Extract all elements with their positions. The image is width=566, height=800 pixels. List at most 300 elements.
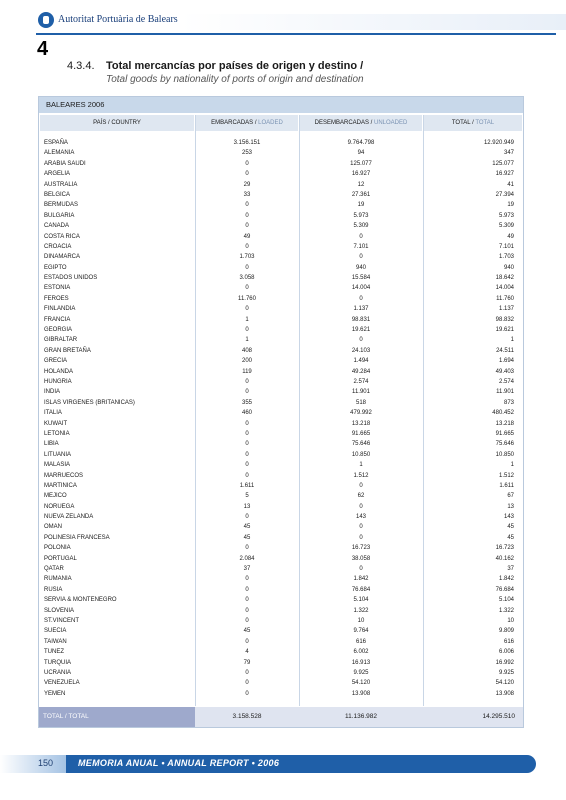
row-country: TAIWAN	[44, 638, 67, 645]
row-total: 1.703	[498, 254, 514, 261]
row-country: LIBIA	[44, 441, 59, 448]
row-total: 12.920.949	[483, 140, 514, 146]
table-row	[40, 408, 522, 418]
table-row	[40, 668, 522, 678]
row-loaded: 253	[241, 150, 252, 157]
row-total: 24.511	[496, 347, 514, 354]
total-total: 14.295.510	[482, 713, 515, 720]
table-row	[40, 263, 522, 273]
row-total: 5.309	[498, 223, 514, 230]
row-loaded: 0	[245, 545, 249, 552]
row-total: 54.120	[495, 680, 514, 687]
table-row	[40, 533, 522, 543]
table-year-band: BALEARES 2006	[39, 97, 523, 113]
table-row	[40, 595, 522, 605]
column-header-unloaded-en: UNLOADED	[374, 120, 408, 126]
row-unloaded: 1.494	[353, 358, 369, 365]
section-number: 4.3.4.	[67, 60, 95, 72]
row-country: VENEZUELA	[44, 680, 80, 687]
table-row	[40, 283, 522, 293]
table-row	[40, 543, 522, 553]
table-row	[40, 429, 522, 439]
table-row	[40, 367, 522, 377]
row-unloaded: 49.284	[351, 368, 371, 375]
page-header	[0, 0, 566, 40]
row-unloaded: 10	[357, 617, 365, 624]
row-unloaded: 11.901	[352, 389, 370, 396]
table-row	[40, 252, 522, 262]
row-loaded: 3.156.151	[233, 140, 261, 146]
table-row	[40, 658, 522, 668]
row-loaded: 0	[245, 576, 249, 583]
row-loaded: 119	[242, 368, 252, 375]
row-loaded: 1	[245, 316, 249, 323]
table-total-row	[39, 707, 523, 727]
row-total: 10	[507, 617, 514, 624]
row-loaded: 0	[245, 160, 249, 167]
row-unloaded: 9.764.798	[347, 140, 375, 146]
row-total: 16.927	[495, 171, 514, 178]
row-total: 616	[503, 638, 514, 645]
row-loaded: 45	[243, 534, 251, 541]
row-loaded: 0	[245, 472, 249, 479]
table-row	[40, 200, 522, 210]
table-row	[40, 377, 522, 387]
row-unloaded: 1.512	[353, 472, 369, 479]
row-loaded: 4	[245, 649, 249, 656]
row-unloaded: 1	[359, 462, 363, 469]
row-total: 11.901	[496, 389, 514, 396]
row-unloaded: 62	[357, 493, 365, 500]
row-unloaded: 38.058	[351, 555, 371, 562]
row-country: GEORGIA	[44, 327, 73, 334]
row-unloaded: 54.120	[351, 680, 371, 687]
row-country: RUMANIA	[44, 576, 72, 583]
row-unloaded: 616	[355, 638, 366, 645]
row-loaded: 355	[241, 399, 252, 406]
table-row	[40, 211, 522, 221]
row-unloaded: 9.764	[353, 628, 369, 635]
row-country: HOLANDA	[44, 368, 74, 375]
column-header-total-en: TOTAL	[475, 120, 495, 126]
table-row	[40, 522, 522, 532]
table-row	[40, 626, 522, 636]
row-total: 49	[507, 233, 514, 240]
row-total: 873	[503, 399, 514, 406]
row-total: 98.832	[495, 316, 514, 323]
table-row	[40, 689, 522, 699]
row-country: ESTADOS UNIDOS	[44, 275, 98, 282]
table-row	[40, 398, 522, 408]
row-total: 940	[503, 264, 514, 271]
row-total: 13.908	[495, 690, 514, 697]
row-unloaded: 19.621	[351, 327, 371, 334]
row-country: ALEMANIA	[44, 150, 75, 157]
table-row	[40, 502, 522, 512]
row-loaded: 0	[245, 680, 249, 687]
row-country: EGIPTO	[44, 264, 67, 271]
table-row	[40, 450, 522, 460]
row-total: 16.723	[495, 545, 514, 552]
row-unloaded: 940	[355, 264, 366, 271]
row-country: POLINESIA FRANCESA	[44, 534, 110, 541]
chapter-number: 4	[37, 38, 49, 60]
table-row	[40, 606, 522, 616]
section-title-english: Total goods by nationality of ports of origin and destination	[106, 74, 364, 85]
row-country: GRECIA	[44, 358, 68, 365]
row-unloaded: 1.842	[353, 576, 369, 583]
row-country: ITALIA	[44, 410, 62, 417]
row-unloaded: 16.723	[351, 545, 371, 552]
row-total: 125.077	[492, 160, 514, 167]
table-row	[40, 481, 522, 491]
goods-by-country-table	[38, 96, 524, 728]
row-country: SUECIA	[44, 628, 67, 635]
row-total: 1.611	[499, 482, 514, 489]
page-footer	[0, 752, 566, 774]
row-total: 5.973	[498, 212, 514, 219]
table-row	[40, 616, 522, 626]
row-unloaded: 91.665	[351, 430, 371, 437]
column-header-unloaded	[300, 115, 422, 131]
row-unloaded: 6.002	[353, 649, 369, 656]
table-row	[40, 232, 522, 242]
row-unloaded: 12	[357, 181, 365, 188]
section-title-spanish: Total mercancías por países de origen y destino /	[106, 60, 364, 72]
port-authority-logo-icon	[38, 12, 54, 28]
row-loaded: 0	[245, 243, 249, 250]
row-country: NUEVA ZELANDA	[44, 514, 94, 521]
row-total: 13	[507, 503, 514, 510]
row-country: SLOVENIA	[44, 607, 75, 614]
row-country: PORTUGAL	[44, 555, 77, 562]
row-unloaded: 10.850	[351, 451, 371, 458]
row-country: QATAR	[44, 566, 64, 573]
row-total: 13.218	[495, 420, 514, 427]
row-loaded: 0	[245, 607, 249, 614]
row-country: BELGICA	[44, 191, 71, 198]
table-row	[40, 439, 522, 449]
row-country: SERVIA & MONTENEGRO	[44, 597, 117, 604]
row-unloaded: 0	[359, 295, 363, 302]
row-loaded: 0	[245, 202, 249, 209]
row-country: ARGELIA	[44, 171, 71, 178]
row-country: FEROES	[44, 295, 69, 302]
row-total: 5.104	[498, 597, 514, 604]
footer-fade	[0, 755, 70, 773]
row-unloaded: 16.913	[351, 659, 371, 666]
table-row	[40, 242, 522, 252]
table-row	[40, 387, 522, 397]
row-loaded: 460	[241, 410, 252, 417]
row-loaded: 29	[243, 181, 251, 188]
row-total: 1	[510, 337, 514, 344]
row-unloaded: 13.218	[351, 420, 371, 427]
row-total: 10.850	[495, 451, 514, 458]
organization-name: Autoritat Portuària de Balears	[58, 14, 178, 25]
row-country: MARRUECOS	[44, 472, 84, 479]
row-loaded: 0	[245, 638, 249, 645]
row-total: 143	[503, 514, 514, 521]
row-loaded: 0	[245, 171, 249, 178]
row-loaded: 0	[245, 597, 249, 604]
row-unloaded: 5.104	[353, 597, 369, 604]
table-row	[40, 335, 522, 345]
row-loaded: 0	[245, 430, 249, 437]
table-row	[40, 647, 522, 657]
row-unloaded: 0	[359, 254, 363, 261]
row-loaded: 0	[245, 285, 249, 292]
row-country: INDIA	[44, 389, 61, 396]
row-country: ESTONIA	[44, 285, 71, 292]
footer-report-title: MEMORIA ANUAL • ANNUAL REPORT • 2006	[78, 758, 280, 768]
table-row	[40, 273, 522, 283]
row-country: RUSIA	[44, 586, 63, 593]
row-loaded: 0	[245, 617, 249, 624]
row-country: DINAMARCA	[44, 254, 81, 261]
row-country: FINLANDIA	[44, 306, 76, 313]
row-country: FRANCIA	[44, 316, 71, 323]
row-loaded: 0	[245, 389, 249, 396]
table-row	[40, 294, 522, 304]
row-country: LETONIA	[44, 430, 70, 437]
row-total: 45	[507, 534, 514, 541]
column-header-loaded-en: LOADED	[258, 120, 283, 126]
row-unloaded: 19	[357, 202, 365, 209]
row-total: 19.621	[495, 327, 514, 334]
row-unloaded: 9.925	[353, 669, 369, 676]
row-unloaded: 0	[359, 566, 363, 573]
row-country: YEMEN	[44, 690, 66, 697]
row-loaded: 0	[245, 586, 249, 593]
column-header-country: PAÍS / COUNTRY	[40, 115, 194, 131]
row-unloaded: 1.322	[353, 607, 369, 614]
table-row	[40, 585, 522, 595]
row-total: 1.322	[498, 607, 514, 614]
row-country: COSTA RICA	[44, 233, 80, 240]
row-loaded: 1	[245, 337, 249, 344]
row-loaded: 45	[243, 524, 251, 531]
row-total: 9.809	[498, 628, 514, 635]
row-loaded: 0	[245, 441, 249, 448]
row-total: 9.925	[498, 669, 514, 676]
row-country: GIBRALTAR	[44, 337, 78, 344]
column-header-total	[424, 115, 522, 131]
row-total: 19	[507, 202, 514, 209]
row-country: ST.VINCENT	[44, 617, 80, 624]
table-row	[40, 637, 522, 647]
row-unloaded: 0	[359, 524, 363, 531]
row-unloaded: 5.973	[353, 212, 369, 219]
row-unloaded: 76.684	[351, 586, 371, 593]
row-country: AUSTRALIA	[44, 181, 78, 188]
row-total: 11.760	[496, 295, 514, 302]
row-loaded: 200	[241, 358, 252, 365]
table-row	[40, 169, 522, 179]
table-body	[40, 138, 522, 699]
row-unloaded: 27.361	[351, 191, 371, 198]
header-rule	[36, 33, 556, 35]
row-country: TURQUIA	[44, 659, 71, 666]
row-country: OMAN	[44, 524, 62, 531]
row-country: MEJICO	[44, 493, 67, 500]
row-total: 40.162	[495, 555, 514, 562]
row-unloaded: 518	[355, 399, 366, 406]
row-unloaded: 0	[359, 482, 363, 489]
row-unloaded: 14.004	[351, 285, 371, 292]
table-row	[40, 491, 522, 501]
row-loaded: 11.760	[238, 295, 256, 302]
table-row	[40, 159, 522, 169]
table-row	[40, 356, 522, 366]
table-row	[40, 460, 522, 470]
row-total: 41	[507, 181, 514, 188]
row-country: ESPAÑA	[44, 140, 68, 146]
row-loaded: 0	[245, 462, 249, 469]
table-row	[40, 554, 522, 564]
row-loaded: 408	[241, 347, 252, 354]
row-total: 6.006	[498, 649, 514, 656]
row-country: CROACIA	[44, 243, 72, 250]
row-total: 7.101	[498, 243, 514, 250]
row-country: CANADA	[44, 223, 70, 230]
row-unloaded: 94	[357, 150, 365, 157]
table-row	[40, 471, 522, 481]
row-unloaded: 0	[359, 233, 363, 240]
row-total: 49.403	[495, 368, 514, 375]
row-loaded: 5	[245, 493, 249, 500]
row-total: 27.394	[495, 191, 514, 198]
row-country: KUWAIT	[44, 420, 68, 427]
row-total: 1	[510, 462, 514, 469]
row-unloaded: 16.927	[351, 171, 371, 178]
row-loaded: 0	[245, 327, 249, 334]
row-loaded: 79	[243, 659, 251, 666]
row-total: 67	[507, 493, 514, 500]
row-total: 2.574	[498, 378, 514, 385]
row-loaded: 45	[243, 628, 251, 635]
row-loaded: 3.058	[239, 275, 255, 282]
row-loaded: 0	[245, 264, 249, 271]
row-country: MARTINICA	[44, 482, 77, 489]
table-row	[40, 574, 522, 584]
row-loaded: 0	[245, 451, 249, 458]
row-total: 75.646	[495, 441, 514, 448]
table-row	[40, 419, 522, 429]
table-row	[40, 325, 522, 335]
table-row	[40, 512, 522, 522]
row-unloaded: 2.574	[353, 378, 369, 385]
table-row	[40, 190, 522, 200]
column-header-unloaded-es: DESEMBARCADAS /	[314, 120, 373, 126]
row-loaded: 0	[245, 669, 249, 676]
row-loaded: 1.703	[239, 254, 255, 261]
row-country: LITUANIA	[44, 451, 72, 458]
row-unloaded: 15.584	[351, 275, 371, 282]
row-loaded: 2.084	[239, 555, 255, 562]
row-country: ISLAS VIRGENES (BRITANICAS)	[44, 399, 135, 406]
row-total: 480.452	[492, 410, 514, 417]
row-unloaded: 7.101	[353, 243, 369, 250]
row-unloaded: 0	[359, 503, 363, 510]
row-unloaded: 0	[359, 534, 363, 541]
row-loaded: 0	[245, 690, 249, 697]
row-loaded: 37	[243, 566, 251, 573]
row-total: 37	[507, 566, 514, 573]
row-country: HUNGRIA	[44, 378, 72, 385]
row-unloaded: 13.908	[351, 690, 371, 697]
row-unloaded: 125.077	[350, 160, 372, 167]
row-country: UCRANIA	[44, 669, 72, 676]
row-country: BERMUDAS	[44, 202, 79, 209]
row-loaded: 0	[245, 420, 249, 427]
row-loaded: 49	[243, 233, 251, 240]
row-country: MALASIA	[44, 462, 71, 469]
row-loaded: 0	[245, 223, 249, 230]
table-row	[40, 148, 522, 158]
row-total: 1.842	[498, 576, 514, 583]
row-total: 16.992	[495, 659, 514, 666]
column-header-total-es: TOTAL /	[451, 120, 474, 126]
row-unloaded: 143	[355, 514, 366, 521]
row-country: POLONIA	[44, 545, 71, 552]
row-unloaded: 75.646	[351, 441, 371, 448]
row-total: 347	[503, 150, 514, 157]
row-country: GRAN BRETAÑA	[44, 347, 91, 354]
table-row	[40, 678, 522, 688]
row-total: 1.694	[498, 358, 514, 365]
row-unloaded: 1.137	[353, 306, 369, 313]
row-unloaded: 479.992	[350, 410, 372, 417]
column-header-loaded	[196, 115, 298, 131]
row-country: NORUEGA	[44, 503, 75, 510]
table-row	[40, 315, 522, 325]
row-loaded: 13	[243, 503, 251, 510]
row-unloaded: 0	[359, 337, 363, 344]
row-unloaded: 24.103	[351, 347, 371, 354]
row-loaded: 0	[245, 306, 249, 313]
table-row	[40, 564, 522, 574]
row-unloaded: 98.831	[351, 316, 371, 323]
row-loaded: 33	[243, 191, 251, 198]
row-total: 14.004	[495, 285, 514, 292]
total-row-label: TOTAL / TOTAL	[39, 707, 195, 727]
row-loaded: 1.611	[239, 482, 255, 489]
table-row	[40, 180, 522, 190]
row-total: 76.684	[495, 586, 514, 593]
row-total: 45	[507, 524, 514, 531]
header-band	[180, 14, 566, 30]
row-total: 18.642	[495, 275, 514, 282]
row-loaded: 0	[245, 212, 249, 219]
table-row	[40, 221, 522, 231]
row-total: 91.665	[495, 430, 514, 437]
row-country: TUNEZ	[44, 649, 64, 656]
total-loaded: 3.158.528	[232, 713, 262, 720]
table-row	[40, 346, 522, 356]
table-row	[40, 304, 522, 314]
row-total: 1.512	[498, 472, 514, 479]
column-header-loaded-es: EMBARCADAS /	[211, 120, 257, 126]
row-unloaded: 5.309	[353, 223, 369, 230]
row-country: BULGARIA	[44, 212, 75, 219]
table-row	[40, 138, 522, 148]
row-total: 1.137	[498, 306, 514, 313]
row-country: ARABIA SAUDI	[44, 160, 86, 167]
total-unloaded: 11.136.982	[344, 713, 378, 720]
row-loaded: 0	[245, 378, 249, 385]
row-loaded: 0	[245, 514, 249, 521]
